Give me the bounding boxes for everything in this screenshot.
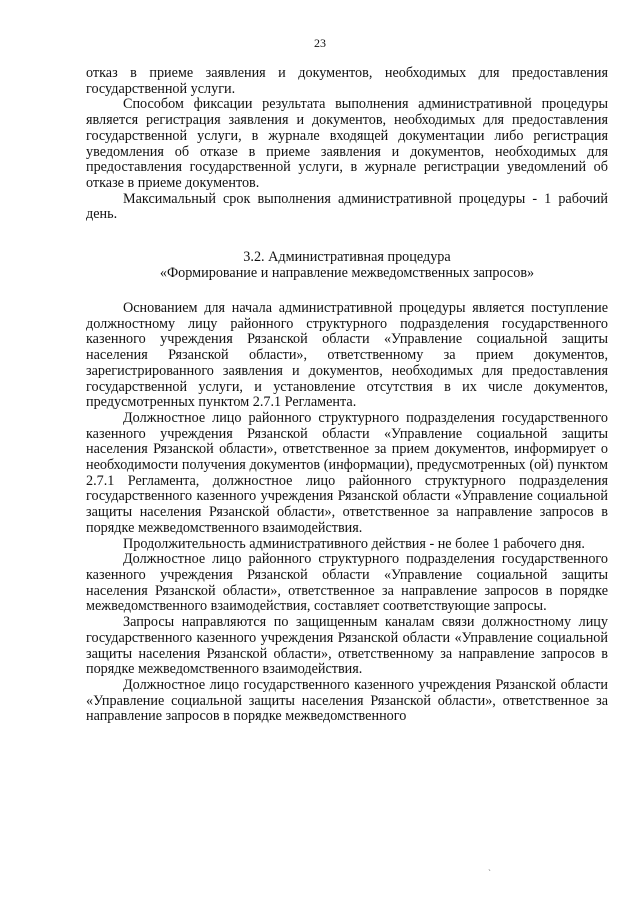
section-number-title: 3.2. Административная процедура: [243, 249, 451, 266]
section-heading: [86, 249, 608, 281]
paragraph-basis: Основанием для начала административной процедуры является поступление должностному лицу районного структурного подразделения государственного казенного учреждения Рязанской области «Управление социальной защиты населения Рязанской области», ответственному за прием документов, зарегистрированного заявления и документов, необходимых для предоставления государственной услуги, и установление отсутствия в их числе документов, предусмотренных пунктом 2.7.1 Регламента.: [86, 300, 608, 411]
paragraph-official-informs: Должностное лицо районного структурного подразделения государственного казенного учреждения Рязанской области «Управление социальной защиты населения Рязанской области», ответственное за прием документов, информирует о необходимости получения документов (информации), предусмотренных (ой) пунктом 2.7.1 Регламента, должностное лицо районного структурного подразделения государственного казенного учреждения Рязанской области «Управление социальной защиты населения Рязанской области», ответственное за направление запросов в порядке межведомственного взаимодействия.: [86, 409, 608, 536]
paragraph-official-responsible: Должностное лицо государственного казенного учреждения Рязанской области «Управление социальной защиты населения Рязанской области», ответственное за направление запросов в порядке межведомственного: [86, 676, 608, 725]
paragraph-send-requests: Запросы направляются по защищенным каналам связи должностному лицу государственного казенного учреждения Рязанской области «Управление социальной защиты населения Рязанской области», ответственному за направление запросов в порядке межведомственного взаимодействия.: [86, 614, 608, 678]
section-subtitle: «Формирование и направление межведомственных запросов»: [159, 265, 535, 282]
paragraph-continuation: отказ в приеме заявления и документов, необходимых для предоставления государственной услуги.: [86, 65, 608, 97]
paragraph-action-duration: Продолжительность административного действия - не более 1 рабочего дня.: [123, 535, 585, 552]
document-body: [86, 66, 608, 725]
paragraph-fixation-method: Способом фиксации результата выполнения административной процедуры является регистрация заявления и документов, необходимых для предоставления государственной услуги, в журнале входящей документации либо регистрация уведомления об отказе в приеме заявления и документов, необходимых для предоставления государственной услуги, в журнале регистрации уведомлений об отказе в приеме документов.: [86, 96, 608, 191]
paragraph-compose-requests: Должностное лицо районного структурного подразделения государственного казенного учреждения Рязанской области «Управление социальной защиты населения Рязанской области», ответственное за направление запросов в порядке межведомственного взаимодействия, составляет соответствующие запросы.: [86, 551, 608, 615]
paragraph-max-duration: Максимальный срок выполнения административной процедуры - 1 рабочий день.: [86, 190, 608, 223]
page-number: 23: [314, 36, 326, 50]
scan-mark: `: [488, 868, 491, 878]
